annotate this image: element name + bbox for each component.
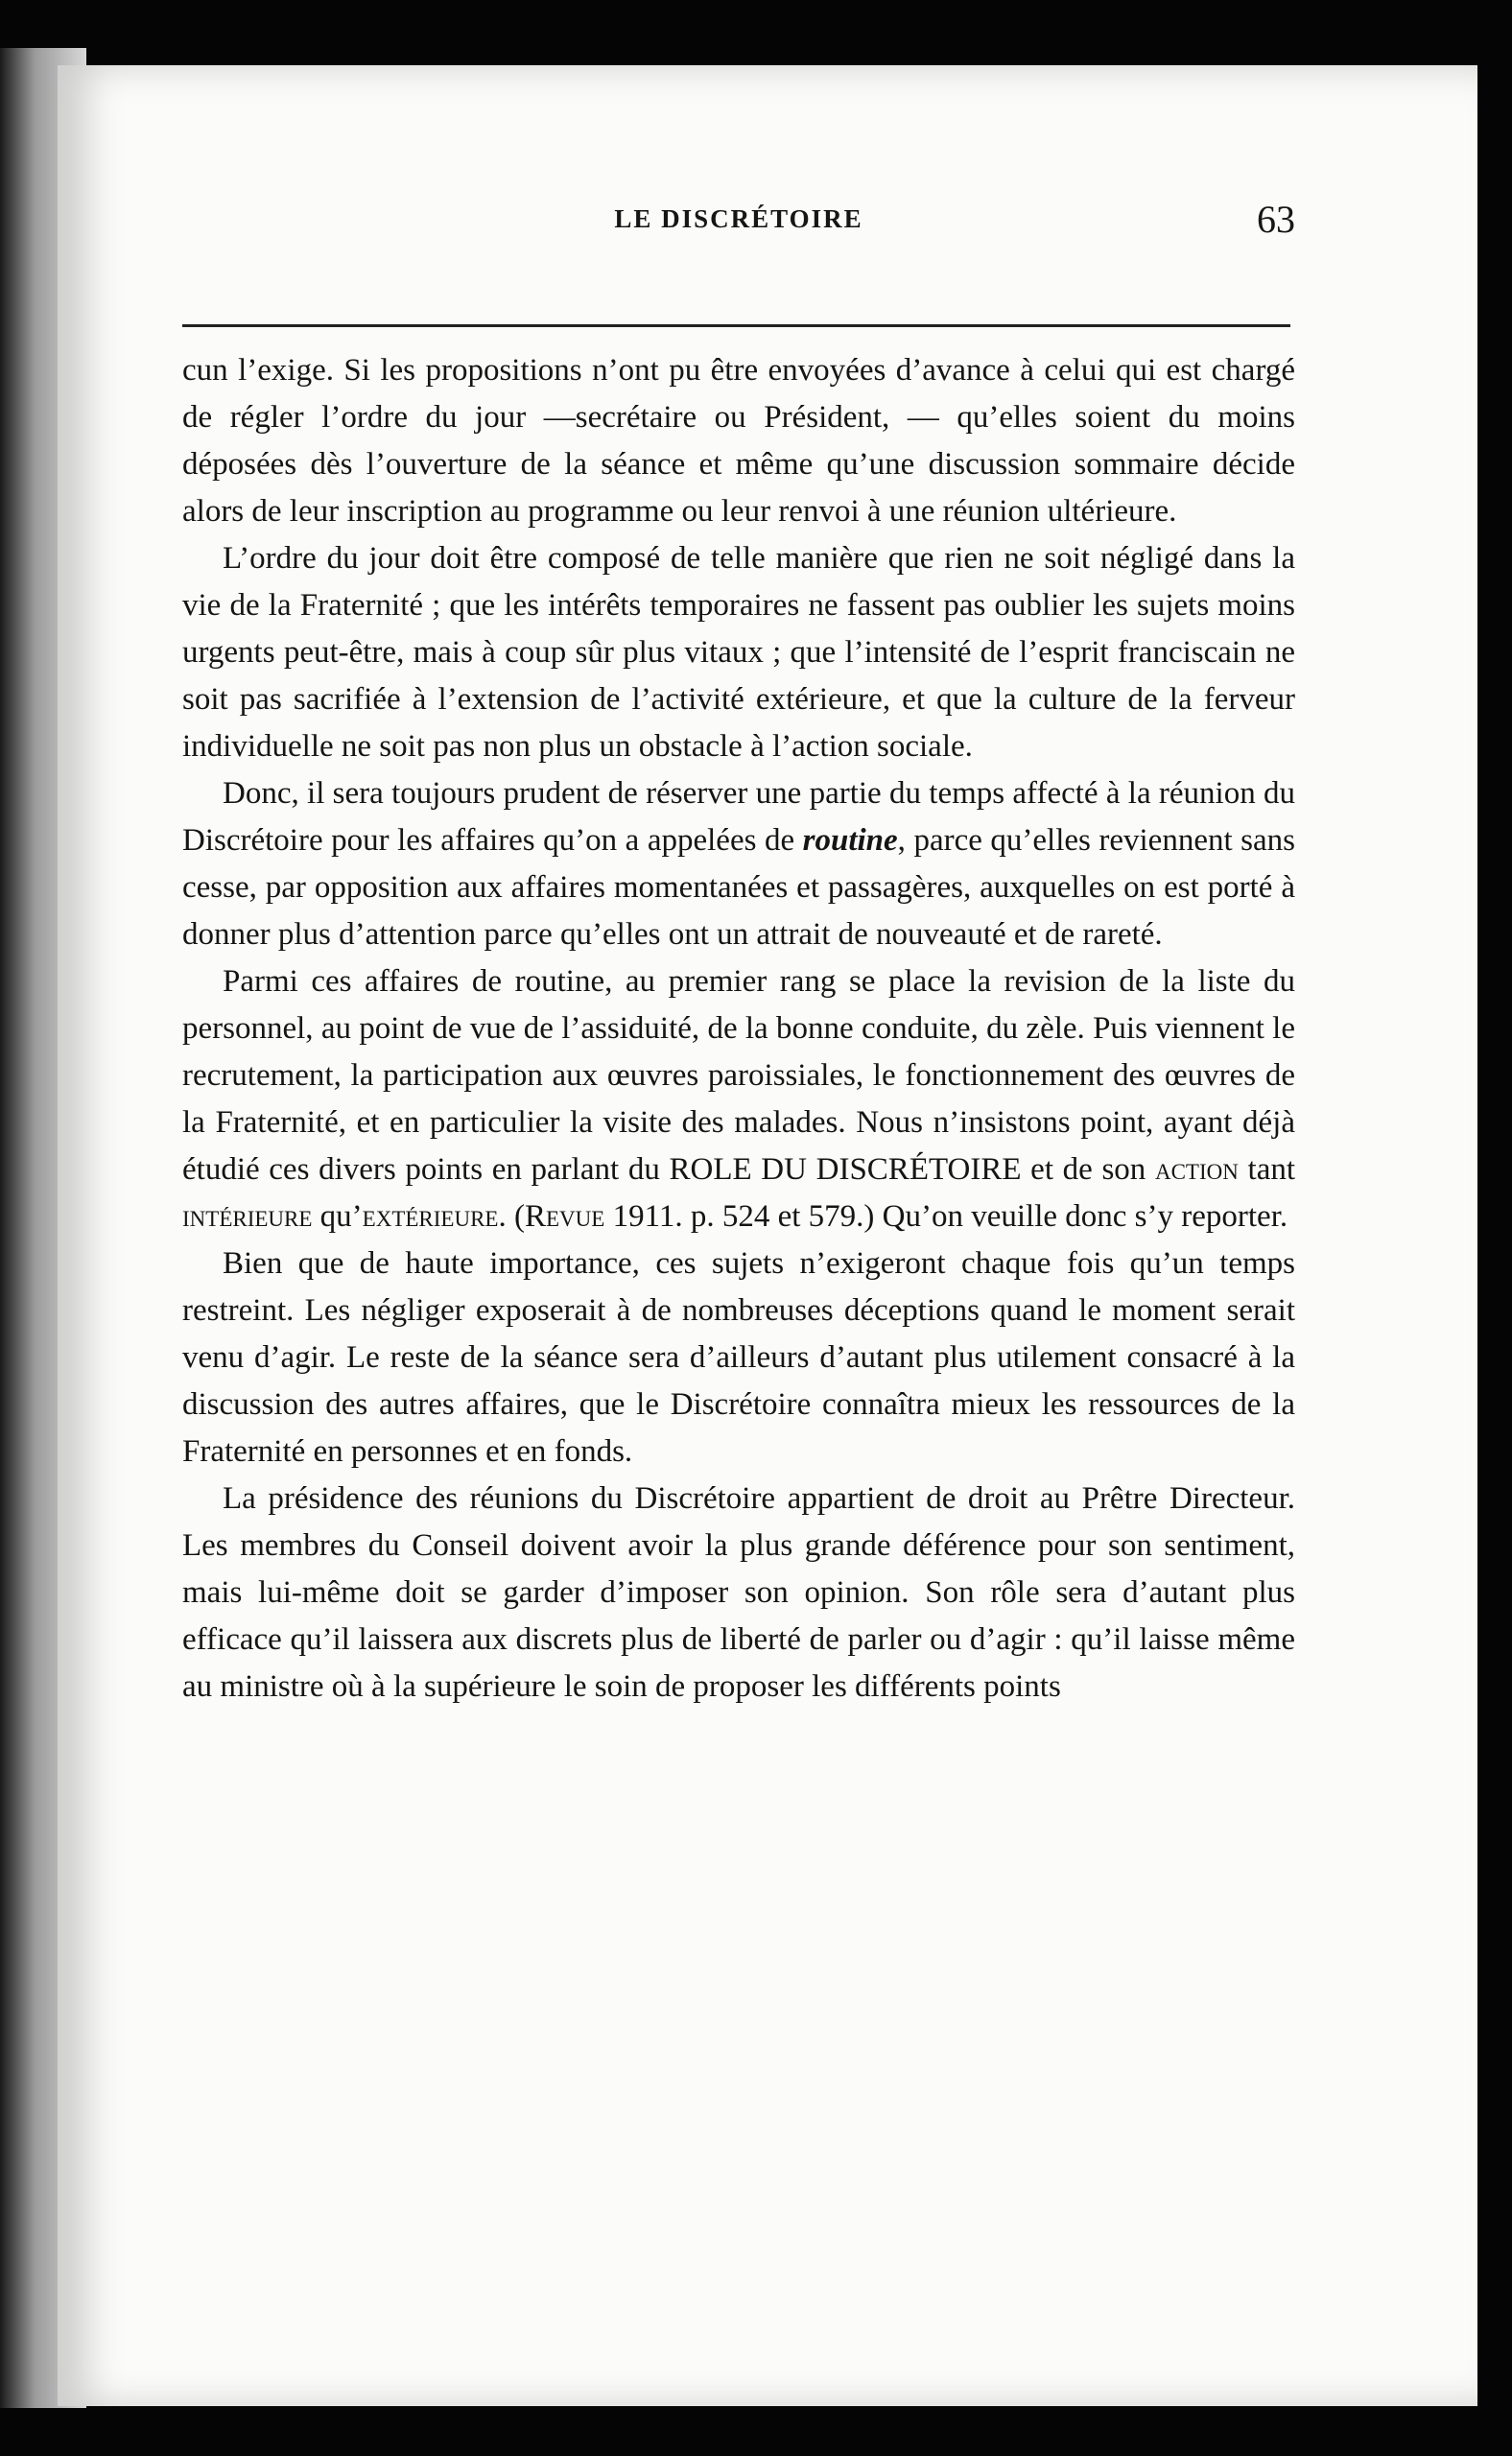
chapter-title: LE DISCRÉTOIRE (614, 204, 863, 233)
body-text (182, 347, 1295, 1711)
paragraph-2: L’ordre du jour doit être composé de telle manière que rien ne soit négligé dans la vie de la Fraternité ; que les intérêts temporaires ne fassent pas oublier les sujets moins urgents peut-être, mais à coup sûr plus vitaux ; que l’intensité de l’esprit franciscain ne soit pas sacrifiée à l’extension de l’activité extérieure, et que la culture de la ferveur individuelle ne soit pas non plus un obstacle à l’action sociale. (182, 541, 1295, 764)
smallcaps-action: action (1154, 1152, 1239, 1187)
smallcaps-revue: Revue (524, 1199, 605, 1234)
running-head (182, 197, 1295, 254)
smallcaps-exterieure: extérieure. (362, 1199, 507, 1234)
smallcaps-interieure: intérieure (182, 1199, 313, 1234)
paragraph-6: La présidence des réunions du Discrétoire appartient de droit au Prêtre Directeur. Les membres du Conseil doivent avoir la plus grande déférence pour son sentiment, mais lui-même doit se garder d’imposer son opinion. Son rôle sera d’autant plus efficace qu’il laissera aux discrets plus de liberté de parler ou d’agir : qu’il laisse même au ministre où à la supérieure le soin de proposer les différents points (182, 1481, 1295, 1704)
routine-emphasis: routine (802, 823, 898, 858)
paragraph-4-text-c: qu’ (312, 1199, 363, 1234)
page-number: 63 (1257, 198, 1295, 241)
paragraph-3 (182, 770, 1295, 958)
paragraph-4-text-e: 1911. p. 524 et 579.) Qu’on veuille donc s’y reporter. (604, 1199, 1288, 1234)
paragraph-4-text-a: Parmi ces affaires de routine, au premier rang se place la revision de la liste du personnel, au point de vue de l’assiduité, de la bonne conduite, du zèle. Puis viennent le recrutement, la participation aux œuvres paroissiales, le fonctionnement des œuvres de la Fraternité, et en particulier la visite des malades. Nous n’insistons point, ayant déjà étudié ces divers points en parlant du ROLE DU DISCRÉTOIRE et de son (182, 964, 1295, 1187)
paragraph-1: cun l’exige. Si les propositions n’ont pu être envoyées d’avance à celui qui est chargé de régler l’ordre du jour —secrétaire ou Président, — qu’elles soient du moins déposées dès l’ouverture de la séance et même qu’une discussion sommaire décide alors de leur inscription au programme ou leur renvoi à une réunion ultérieure. (182, 353, 1295, 529)
paragraph-4-text-b: tant (1238, 1152, 1296, 1187)
paragraph-4-text-d: ( (506, 1199, 525, 1234)
paragraph-3-text-b: , parce qu’elles reviennent sans cesse, par opposition aux affaires momentanées et passagères, auxquelles on est porté à donner plus d’attention parce qu’elles ont un attrait de nouveauté et de rareté. (182, 823, 1295, 952)
paragraph-4 (182, 958, 1295, 1240)
paragraph-5: Bien que de haute importance, ces sujets n’exigeront chaque fois qu’un temps restreint. Les négliger exposerait à de nombreuses déceptions quand le moment serait venu d’agir. Le reste de la séance sera d’ailleurs d’autant plus utilement consacré à la discussion des autres affaires, que le Discrétoire connaîtra mieux les ressources de la Fraternité en personnes et en fonds. (182, 1246, 1295, 1469)
header-rule (182, 324, 1290, 327)
paragraph-3-text-a: Donc, il sera toujours prudent de réserver une partie du temps affecté à la réunion du Discrétoire pour les affaires qu’on a appelées de (182, 776, 1295, 858)
